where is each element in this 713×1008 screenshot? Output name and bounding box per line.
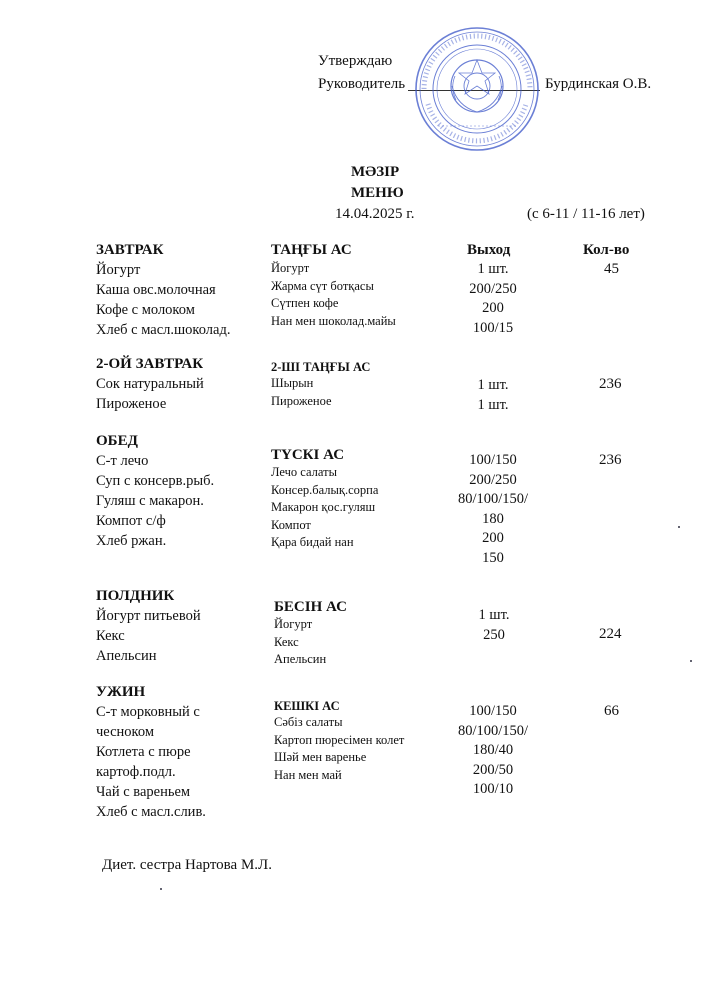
list-item: Хлеб ржан. xyxy=(96,533,167,549)
approval-role: Руководитель xyxy=(318,76,406,92)
list-item: Қара бидай нан xyxy=(271,535,354,549)
snack-kz-list xyxy=(274,616,326,669)
menu-date: 14.04.2025 г. xyxy=(335,206,415,222)
list-item: Кекс xyxy=(274,634,299,649)
approval-name: Бурдинская О.В. xyxy=(545,76,652,92)
list-item: Консер.балық.сорпа xyxy=(271,482,379,497)
list-item: Хлеб с масл.слив. xyxy=(96,804,206,820)
lunch-quantity: 236 xyxy=(599,452,622,468)
output-value: 200/50 xyxy=(472,761,514,778)
list-item: Нан мен шоколад.майы xyxy=(271,313,396,328)
list-item: Чай с вареньем xyxy=(96,784,191,800)
output-value: 80/100/150/ xyxy=(457,722,529,739)
output-value: 180/40 xyxy=(472,742,514,758)
list-item: Сәбіз салаты xyxy=(274,715,343,729)
output-value: 1 шт. xyxy=(477,397,509,413)
breakfast-quantity: 45 xyxy=(604,261,619,277)
quantity-header: Кол-во xyxy=(583,242,630,258)
output-value: 1 шт. xyxy=(478,607,510,623)
nurse-signature: Диет. сестра Нартова М.Л. xyxy=(102,857,272,873)
breakfast-outputs xyxy=(443,260,543,338)
list-item: Суп с консерв.рыб. xyxy=(96,473,215,489)
scan-speck xyxy=(678,526,680,528)
list-item: Компот с/ф xyxy=(96,513,166,529)
list-item: Кофе с молоком xyxy=(96,302,195,318)
second-breakfast-title-kz: 2-ШІ ТАҢҒЫ АС xyxy=(271,360,371,374)
age-note: (с 6-11 / 11-16 лет) xyxy=(527,206,645,222)
list-item: Апельсин xyxy=(96,648,157,664)
snack-title-ru: ПОЛДНИК xyxy=(96,588,175,604)
dinner-outputs xyxy=(443,702,543,800)
list-item: Котлета с пюре xyxy=(96,744,191,760)
dinner-ru-list xyxy=(96,702,206,822)
scan-speck xyxy=(160,888,162,890)
list-item: Пироженое xyxy=(96,396,167,412)
list-item: Каша овс.молочная xyxy=(96,282,216,298)
list-item: С-т лечо xyxy=(96,453,149,469)
list-item: Гуляш с макарон. xyxy=(96,493,204,509)
dinner-title-kz: КЕШКІ АС xyxy=(274,699,340,713)
output-value: 200 xyxy=(482,530,504,546)
output-value: 150 xyxy=(482,549,504,566)
snack-outputs xyxy=(444,606,544,645)
output-value: 250 xyxy=(483,626,505,643)
output-value: 200/250 xyxy=(469,280,517,297)
lunch-kz-list xyxy=(271,464,378,552)
breakfast-title-kz: ТАҢҒЫ АС xyxy=(271,242,352,258)
output-value: 100/150 xyxy=(469,452,517,468)
list-item: С-т морковный с xyxy=(96,704,200,720)
lunch-title-kz: ТҮСКІ АС xyxy=(271,447,345,463)
list-item: Йогурт питьевой xyxy=(96,608,201,624)
list-item: Компот xyxy=(271,517,311,532)
snack-title-kz: БЕСІН АС xyxy=(274,599,347,615)
list-item: Шырын xyxy=(271,376,314,390)
scan-speck xyxy=(690,660,692,662)
breakfast-ru-list xyxy=(96,260,230,340)
list-item: Йогурт xyxy=(271,261,310,275)
list-item: Сок натуральный xyxy=(96,376,204,392)
breakfast-title-ru: ЗАВТРАК xyxy=(96,242,164,258)
second-breakfast-outputs xyxy=(443,375,543,415)
output-value: 200/250 xyxy=(469,471,517,488)
list-item: Пироженое xyxy=(271,393,332,408)
second-breakfast-kz-list xyxy=(271,375,332,410)
lunch-title-ru: ОБЕД xyxy=(96,433,138,449)
list-item: Кекс xyxy=(96,628,125,644)
dinner-kz-list xyxy=(274,714,404,784)
second-breakfast-ru-list xyxy=(96,374,204,414)
approval-label: Утверждаю xyxy=(318,53,393,69)
list-item: Йогурт xyxy=(96,262,141,278)
list-item: Картоп пюресімен колет xyxy=(274,732,405,747)
list-item: Жарма сүт ботқасы xyxy=(271,278,374,293)
lunch-ru-list xyxy=(96,451,214,551)
list-item: чесноком xyxy=(96,724,154,740)
output-value: 100/15 xyxy=(472,319,514,336)
output-value: 200 xyxy=(482,300,504,316)
output-value: 180 xyxy=(482,510,504,527)
output-value: 1 шт. xyxy=(477,261,509,277)
list-item: картоф.подл. xyxy=(96,764,176,780)
dinner-title-ru: УЖИН xyxy=(96,684,146,700)
snack-quantity: 224 xyxy=(599,626,622,642)
second-breakfast-quantity: 236 xyxy=(599,376,622,392)
list-item: Макарон қос.гуляш xyxy=(271,500,376,514)
snack-ru-list xyxy=(96,606,201,666)
output-header: Выход xyxy=(467,242,511,258)
title-kz: МӘЗІР xyxy=(351,164,400,180)
list-item: Хлеб с масл.шоколад. xyxy=(96,322,231,338)
breakfast-kz-list xyxy=(271,260,396,330)
list-item: Апельсин xyxy=(274,652,327,666)
dinner-quantity: 66 xyxy=(604,703,619,719)
second-breakfast-title-ru: 2-ОЙ ЗАВТРАК xyxy=(96,356,204,372)
lunch-outputs xyxy=(443,451,543,568)
output-value: 100/150 xyxy=(469,703,517,719)
official-seal xyxy=(414,26,540,152)
list-item: Сүтпен кофе xyxy=(271,296,339,310)
list-item: Лечо салаты xyxy=(271,465,337,479)
output-value: 80/100/150/ xyxy=(457,491,529,507)
output-value: 100/10 xyxy=(472,781,514,797)
list-item: Йогурт xyxy=(274,617,313,631)
list-item: Нан мен май xyxy=(274,767,342,782)
title-ru: МЕНЮ xyxy=(351,185,404,201)
output-value: 1 шт. xyxy=(477,377,509,393)
list-item: Шәй мен варенье xyxy=(274,750,367,764)
